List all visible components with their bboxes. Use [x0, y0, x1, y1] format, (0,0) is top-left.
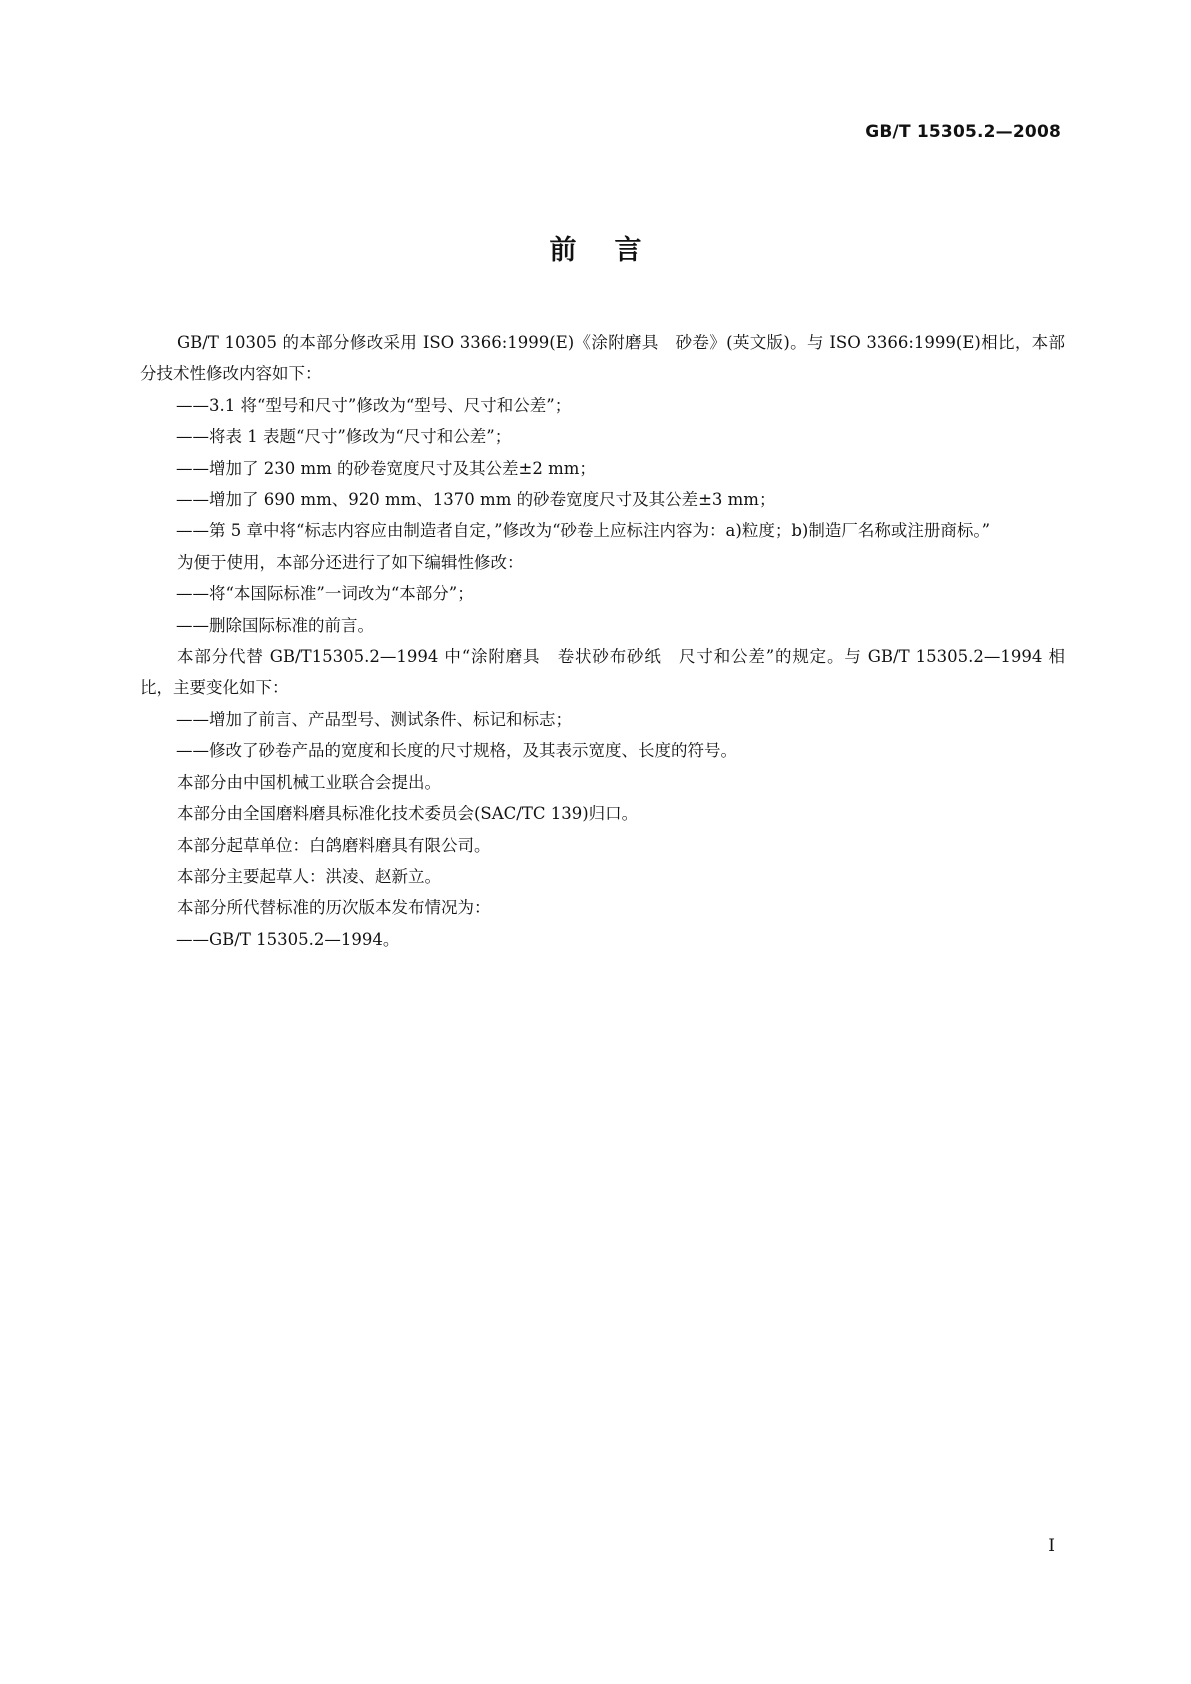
paragraph: 本部分主要起草人：洪凌、赵新立。: [177, 866, 441, 886]
standard-code: GB/T 15305.2—2008: [865, 122, 1061, 142]
page-number: I: [1048, 1536, 1055, 1556]
paragraph: 本部分由全国磨料磨具标准化技术委员会(SAC/TC 139)归口。: [177, 804, 639, 824]
list-item: ——增加了 690 mm、920 mm、1370 mm 的砂卷宽度尺寸及其公差±3 mm；: [176, 490, 776, 510]
paragraph: 本部分代替 GB/T15305.2—1994 中“涂附磨具 卷状砂布砂纸 尺寸和公差”的规定。与 GB/T 15305.2—1994 相比，主要变化如下：: [140, 647, 1065, 698]
list-item: ——将“本国际标准”一词改为“本部分”；: [176, 584, 474, 604]
page-title: 前言: [549, 235, 680, 266]
list-item: ——3.1 将“型号和尺寸”修改为“型号、尺寸和公差”；: [176, 395, 572, 415]
paragraph: GB/T 10305 的本部分修改采用 ISO 3366:1999(E)《涂附磨具 砂卷》(英文版)。与 ISO 3366:1999(E)相比，本部分技术性修改内容如下：: [140, 333, 1065, 384]
list-item: ——增加了前言、产品型号、测试条件、标记和标志；: [176, 709, 572, 729]
list-item: ——修改了砂卷产品的宽度和长度的尺寸规格，及其表示宽度、长度的符号。: [176, 741, 737, 761]
paragraph: 本部分由中国机械工业联合会提出。: [177, 772, 441, 792]
list-item: ——GB/T 15305.2—1994。: [176, 929, 400, 949]
list-item: ——将表 1 表题“尺寸”修改为“尺寸和公差”；: [176, 427, 512, 447]
list-item: ——删除国际标准的前言。: [176, 615, 374, 635]
paragraph: 本部分所代替标准的历次版本发布情况为：: [177, 898, 491, 918]
foreword-body: [140, 327, 1065, 955]
list-item: ——第 5 章中将“标志内容应由制造者自定，”修改为“砂卷上应标注内容为：a)粒度；b)制造厂名称或注册商标。”: [176, 521, 991, 541]
list-item: ——增加了 230 mm 的砂卷宽度尺寸及其公差±2 mm；: [176, 458, 596, 478]
paragraph: 本部分起草单位：白鸽磨料磨具有限公司。: [177, 835, 491, 855]
paragraph: 为便于使用，本部分还进行了如下编辑性修改：: [177, 552, 524, 572]
